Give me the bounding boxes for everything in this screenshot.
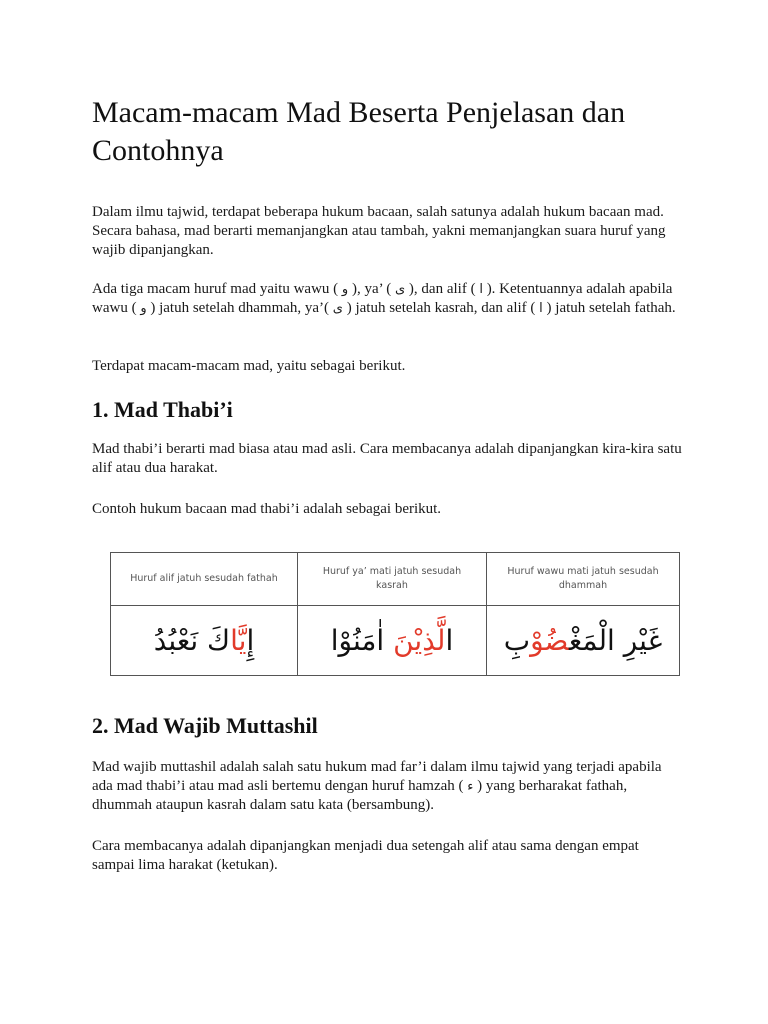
mad-thabii-examples-table — [110, 552, 680, 676]
arabic-letter-alif: ا — [479, 282, 483, 297]
table-header-row — [111, 553, 680, 606]
arabic-letter-wawu: و — [140, 301, 147, 316]
section2-paragraph-2: Cara membacanya adalah dipanjangkan menjadi dua setengah alif atau sama dengan empat sampai lima harakat (ketukan). — [92, 838, 639, 873]
arabic-letter-ya: ى — [332, 301, 343, 316]
highlighted-mad-letters: لَّذِيْنَ — [393, 624, 446, 657]
section2-paragraph-1: Mad wajib muttashil adalah salah satu hukum mad far’i dalam ilmu tajwid yang terjadi apabila ada mad thabi’i atau mad asli bertemu dengan huruf hamzah ( ء ) yang berharakat fathah, dhummah ataupun kasrah dalam satu kata (bersambung). — [92, 759, 662, 813]
highlighted-mad-letters: يَّا — [230, 624, 247, 657]
intro-paragraph-2: Ada tiga macam huruf mad yaitu wawu ( و ), ya’ ( ى ), dan alif ( ا ). Ketentuannya adalah apabila wawu ( و ) jatuh setelah dhammah, ya’( ى ) jatuh setelah kasrah, dan alif ( ا ) jatuh setelah fathah. — [92, 281, 676, 316]
arabic-letter-alif: ا — [539, 301, 543, 316]
table-header-cell: Huruf ya’ mati jatuh sesudah kasrah — [297, 553, 486, 606]
table-header-cell: Huruf wawu mati jatuh sesudah dhammah — [486, 553, 679, 606]
arabic-example-cell: الَّذِيْنَ اٰمَنُوْا — [297, 606, 486, 676]
highlighted-mad-letters: ضُوْ — [530, 624, 569, 657]
intro-paragraph-3: Terdapat macam-macam mad, yaitu sebagai berikut. — [92, 358, 406, 374]
page-title: Macam-macam Mad Beserta Penjelasan dan Contohnya — [92, 96, 626, 167]
arabic-example-cell: غَيْرِ الْمَغْضُوْبِ — [486, 606, 679, 676]
section-heading-mad-thabii: 1. Mad Thabi’i — [92, 397, 233, 422]
intro-paragraph-1: Dalam ilmu tajwid, terdapat beberapa hukum bacaan, salah satunya adalah hukum bacaan mad. Secara bahasa, mad berarti memanjangkan atau tambah, yakni memanjangkan suara huruf yang wajib dipanjangkan. — [92, 204, 666, 258]
section-heading-mad-wajib-muttashil: 2. Mad Wajib Muttashil — [92, 713, 318, 738]
arabic-example-cell: إِيَّاكَ نَعْبُدُ — [111, 606, 298, 676]
table-header-cell: Huruf alif jatuh sesudah fathah — [111, 553, 298, 606]
table-row — [111, 606, 680, 676]
arabic-letter-hamzah: ء — [467, 779, 474, 794]
arabic-letter-wawu: و — [341, 282, 349, 297]
arabic-letter-ya: ى — [394, 282, 406, 297]
section1-paragraph-1: Mad thabi’i berarti mad biasa atau mad asli. Cara membacanya adalah dipanjangkan kira-kira satu alif atau dua harakat. — [92, 441, 682, 476]
section1-paragraph-2: Contoh hukum bacaan mad thabi’i adalah sebagai berikut. — [92, 501, 442, 517]
